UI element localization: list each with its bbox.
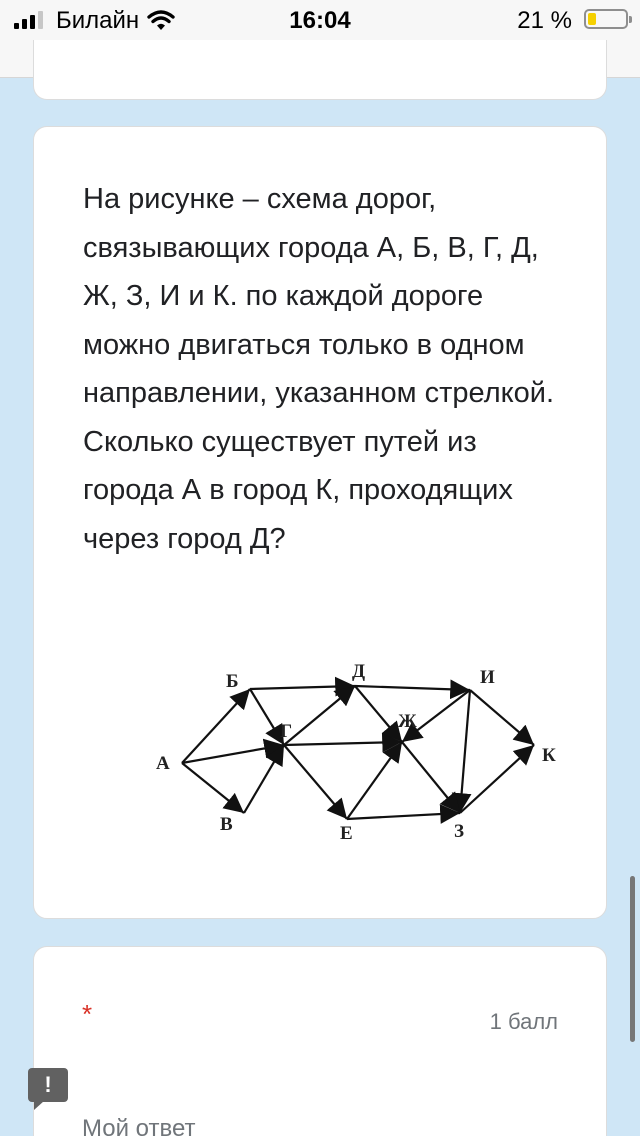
city-label: Д (352, 661, 366, 682)
road-И-К (470, 690, 534, 745)
road-З-К (460, 745, 534, 813)
road-А-В (182, 763, 244, 813)
points-label: 1 балл (489, 1009, 558, 1034)
road-Ж-З (402, 742, 460, 813)
question-text: На рисунке – схема дорог, связывающих города А, Б, В, Г, Д, Ж, З, И и К. по каждой дороге можно двигаться только в одном направлении, указанном стрелкой. Сколько существует путей из города А в город К, проходящих через город Д? (83, 183, 555, 555)
answer-card (33, 946, 607, 1136)
question-card (33, 126, 607, 919)
city-label: А (156, 753, 170, 774)
road-Б-Д (250, 686, 355, 689)
road-Б-Г (250, 689, 284, 745)
scrollbar[interactable] (630, 876, 635, 1042)
answer-input[interactable]: Мой ответ (82, 1115, 196, 1136)
road-Г-Е (284, 745, 347, 819)
road-Г-Д (284, 686, 355, 745)
feedback-button[interactable]: ! (28, 1068, 68, 1102)
city-label: Е (340, 823, 353, 844)
road-В-Г (244, 745, 284, 813)
city-label: И (480, 667, 495, 688)
road-Д-Ж (355, 686, 402, 742)
battery-level (588, 13, 596, 25)
required-asterisk: * (82, 999, 93, 1029)
carrier-name: Билайн (56, 7, 140, 34)
road-Е-Ж (347, 742, 402, 819)
battery-percent: 21 % (517, 7, 572, 34)
road-Г-Ж (284, 742, 402, 745)
city-label: Ж (398, 711, 417, 732)
road-scheme-diagram (122, 653, 582, 853)
road-Е-З (347, 813, 460, 819)
road-И-З (460, 690, 470, 813)
city-label: К (542, 745, 556, 766)
previous-question-card (33, 40, 607, 100)
city-label: Г (280, 721, 293, 742)
city-label: Б (226, 671, 239, 692)
city-label: З (454, 821, 465, 842)
battery-icon (584, 9, 628, 29)
city-label: В (220, 814, 233, 835)
clock: 16:04 (289, 7, 351, 34)
road-Д-И (355, 686, 470, 690)
